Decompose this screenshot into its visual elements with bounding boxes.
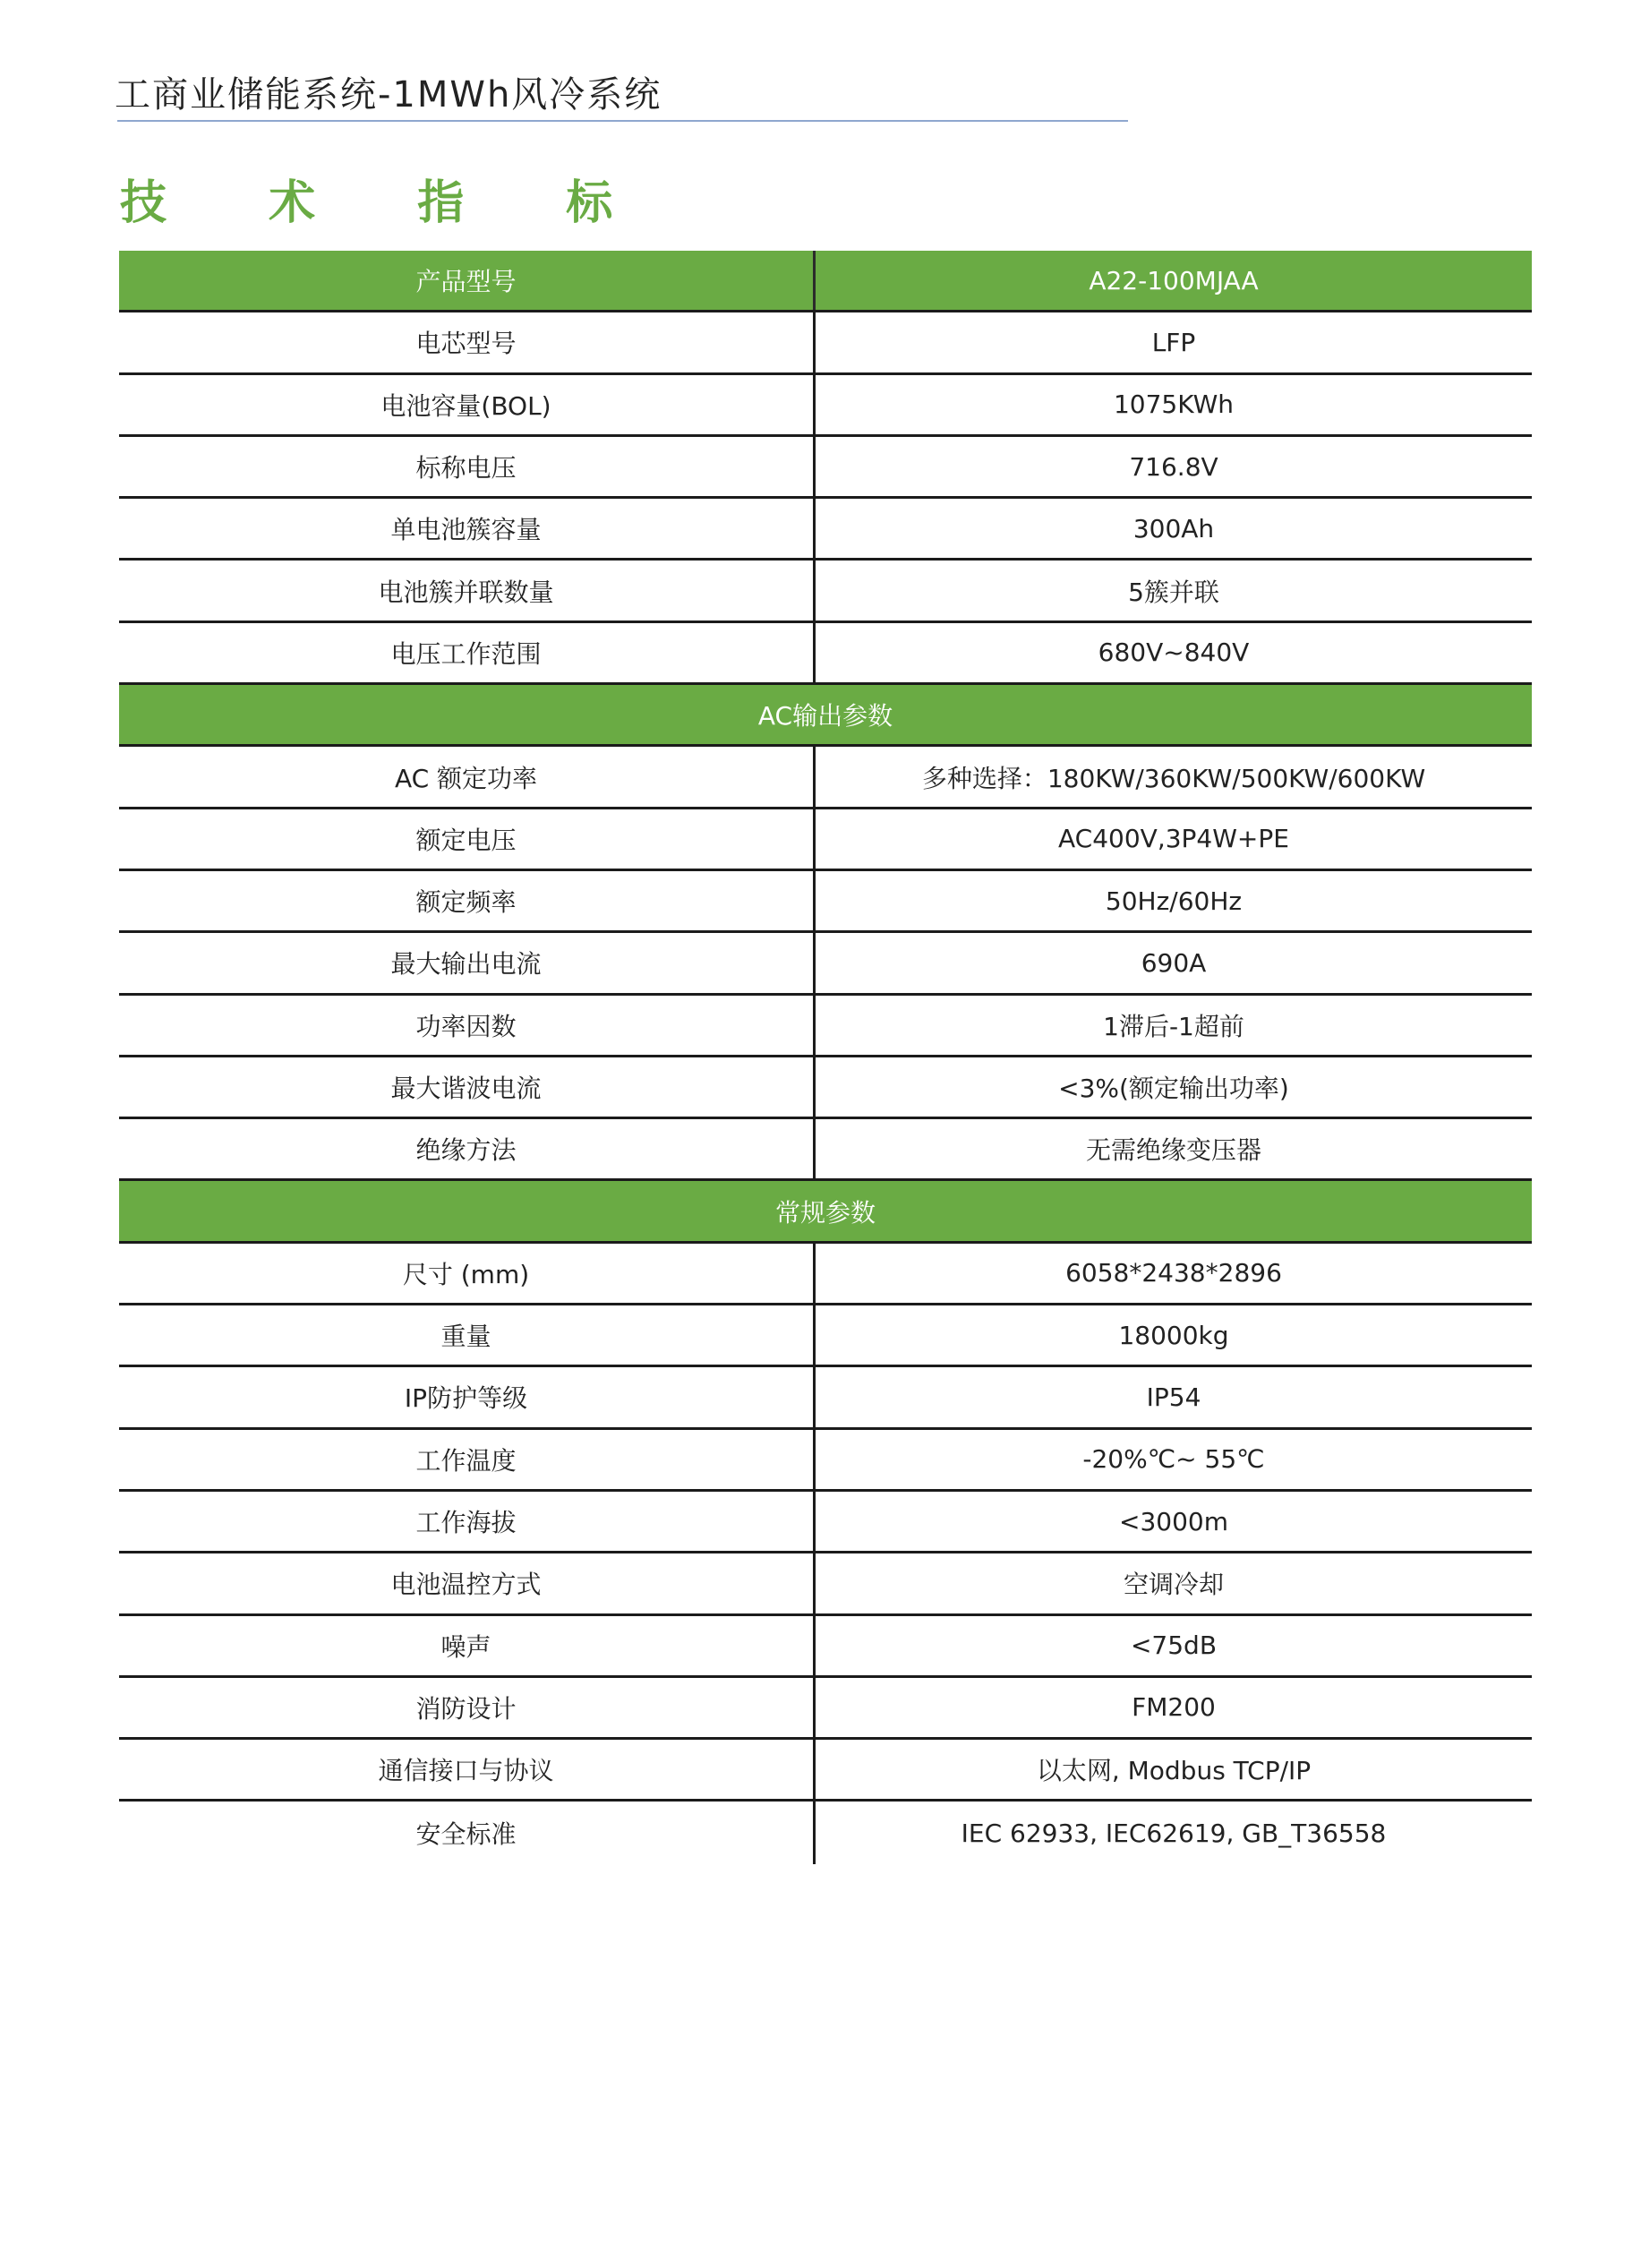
- table-row: [119, 623, 1532, 685]
- row-label: 功率因数: [119, 996, 816, 1055]
- row-label: 电压工作范围: [119, 623, 816, 682]
- row-label: AC 额定功率: [119, 747, 816, 806]
- title-divider: [117, 120, 1128, 122]
- row-value: AC400V,3P4W+PE: [1058, 824, 1289, 854]
- table-row: [119, 1305, 1532, 1367]
- table-row: [119, 747, 1532, 809]
- row-label: 标称电压: [119, 437, 816, 496]
- row-label: 尺寸 (mm): [119, 1244, 816, 1303]
- table-row: [119, 1430, 1532, 1492]
- row-value: 716.8V: [1129, 451, 1218, 482]
- table-row: [119, 312, 1532, 374]
- row-label: 工作海拔: [119, 1492, 816, 1551]
- row-value: 1075KWh: [1113, 389, 1235, 420]
- header-label-cell: 产品型号: [119, 251, 816, 310]
- row-label: 消防设计: [119, 1678, 816, 1737]
- row-label: 噪声: [119, 1616, 816, 1675]
- ac-section-row: AC输出参数: [119, 685, 1532, 747]
- row-label: 工作温度: [119, 1430, 816, 1489]
- row-label: 电芯型号: [119, 312, 816, 372]
- row-label: 电池容量(BOL): [119, 375, 816, 434]
- row-value: 以太网, Modbus TCP/IP: [1036, 1756, 1312, 1786]
- general-rows: [119, 1244, 1532, 1864]
- row-value: -20%℃~ 55℃: [1082, 1444, 1265, 1475]
- table-row: [119, 1553, 1532, 1615]
- table-row: [119, 933, 1532, 995]
- row-value: IP54: [1146, 1382, 1201, 1412]
- table-row: [119, 1367, 1532, 1429]
- row-label: 安全标准: [119, 1802, 816, 1863]
- table-row: [119, 1802, 1532, 1863]
- row-value: 18000kg: [1118, 1320, 1229, 1350]
- table-header-row: [119, 251, 1532, 312]
- row-label: 重量: [119, 1305, 816, 1365]
- table-row: [119, 1119, 1532, 1181]
- table-row: [119, 1244, 1532, 1305]
- table-row: [119, 1616, 1532, 1678]
- table-row: [119, 1492, 1532, 1553]
- table-row: [119, 871, 1532, 933]
- row-label: 额定电压: [119, 809, 816, 869]
- row-value: 680V~840V: [1098, 638, 1250, 668]
- row-label: 最大谐波电流: [119, 1057, 816, 1117]
- battery-rows: [119, 312, 1532, 685]
- row-value: 6058*2438*2896: [1065, 1258, 1282, 1288]
- ac-rows: [119, 747, 1532, 1181]
- general-section-row: 常规参数: [119, 1181, 1532, 1243]
- row-value: 50Hz/60Hz: [1105, 886, 1243, 916]
- row-label: IP防护等级: [119, 1367, 816, 1426]
- row-value: <3000m: [1119, 1506, 1228, 1536]
- table-row: [119, 375, 1532, 437]
- table-row: [119, 561, 1532, 622]
- table-row: [119, 1678, 1532, 1740]
- table-row: [119, 996, 1532, 1057]
- table-row: [119, 809, 1532, 871]
- row-label: 电池温控方式: [119, 1553, 816, 1613]
- table-row: [119, 1057, 1532, 1119]
- row-label: 最大输出电流: [119, 933, 816, 992]
- row-value: <75dB: [1130, 1630, 1218, 1661]
- header-value-cell: A22-100MJAA: [1089, 265, 1259, 295]
- row-label: 绝缘方法: [119, 1119, 816, 1178]
- row-label: 单电池簇容量: [119, 499, 816, 558]
- table-row: [119, 1740, 1532, 1802]
- table-row: [119, 437, 1532, 499]
- document-title: 工商业储能系统-1MWh风冷系统: [115, 74, 662, 116]
- row-value: FM200: [1132, 1692, 1216, 1723]
- row-label: 电池簇并联数量: [119, 561, 816, 620]
- row-label: 通信接口与协议: [119, 1740, 816, 1799]
- row-value: 300Ah: [1132, 513, 1215, 543]
- row-value: 1滞后-1超前: [1103, 1011, 1244, 1041]
- row-value: 多种选择：180KW/360KW/500KW/600KW: [921, 763, 1426, 793]
- row-value: 690A: [1141, 947, 1207, 978]
- row-value: LFP: [1151, 327, 1196, 357]
- row-value: 5簇并联: [1128, 577, 1219, 607]
- row-value: <3%(额定输出功率): [1058, 1074, 1289, 1103]
- table-row: [119, 499, 1532, 561]
- row-value: 空调冷却: [1123, 1570, 1224, 1600]
- row-label: 额定频率: [119, 871, 816, 930]
- row-value: 无需绝缘变压器: [1085, 1135, 1261, 1166]
- row-value: IEC 62933, IEC62619, GB_T36558: [961, 1818, 1387, 1848]
- section-heading: 技 术 指 标: [120, 176, 656, 230]
- spec-table: [119, 251, 1532, 1864]
